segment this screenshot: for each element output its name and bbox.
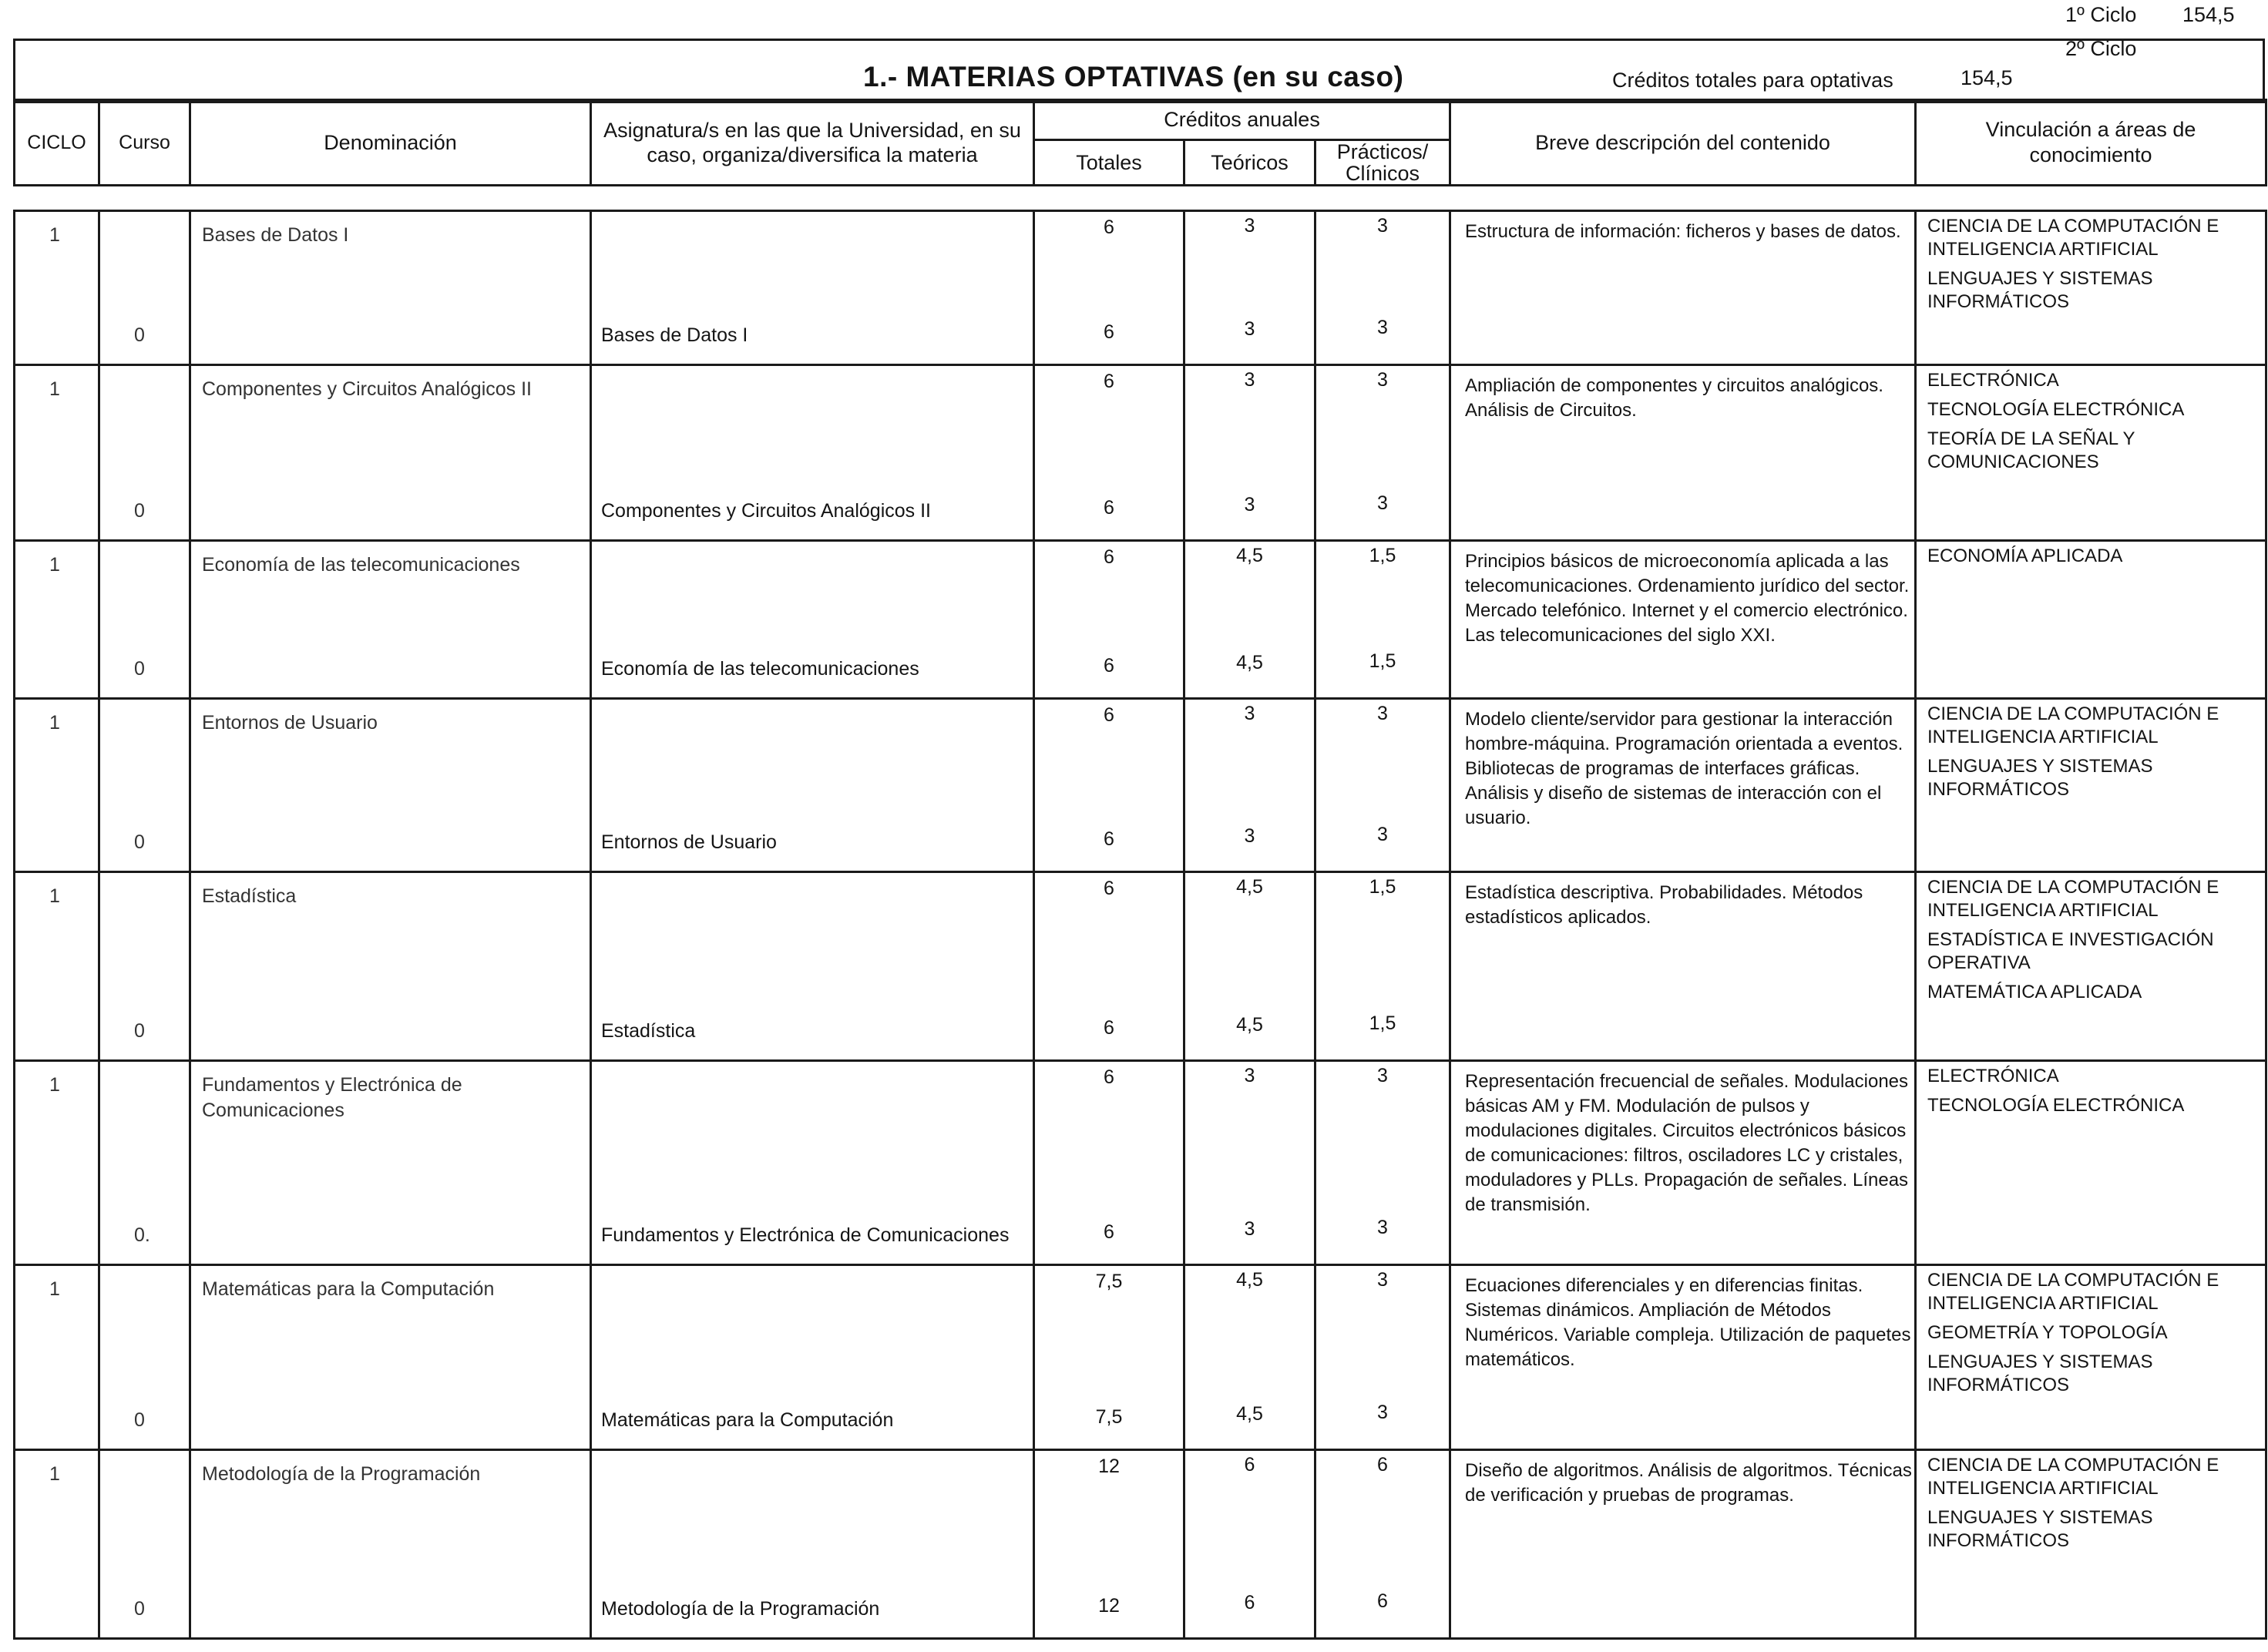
asignatura-cell <box>591 1265 1034 1450</box>
descripcion-value: Representación frecuencial de señales. Modulaciones básicas AM y FM. Modulación de pulsos y modulaciones digitales. Circuitos electrónicos básicos de comunicaciones: filtros, osciladores LC y cristales, moduladores y PLLs. Propagación de señales. Líneas de transmisión. <box>1465 1071 1909 1215</box>
teoricos-value: 3 <box>1244 1065 1255 1086</box>
ciclo-value: 1 <box>49 224 60 246</box>
practicos-cell <box>1315 541 1450 699</box>
denominacion-cell <box>190 1265 591 1450</box>
asig-practicos-value: 3 <box>1377 317 1388 338</box>
area-item: ELECTRÓNICA <box>1927 370 2059 391</box>
table-row <box>15 872 2266 1061</box>
descripcion-value: Ampliación de componentes y circuitos analógicos. Análisis de Circuitos. <box>1465 375 1883 421</box>
practicos-cell <box>1315 211 1450 365</box>
curso-value: 0 <box>134 500 145 522</box>
descripcion-cell <box>1450 699 1916 872</box>
column-header <box>13 99 2267 186</box>
asig-practicos-value: 6 <box>1377 1590 1388 1612</box>
totales-cell <box>1034 1061 1184 1265</box>
asig-practicos-value: 1,5 <box>1369 650 1396 672</box>
asignatura-value: Fundamentos y Electrónica de Comunicaciones <box>601 1224 1010 1246</box>
ciclo2-label: 2º Ciclo <box>2065 37 2137 60</box>
practicos-value: 3 <box>1377 215 1388 237</box>
area-item: MATEMÁTICA APLICADA <box>1927 982 2142 1002</box>
totales-cell <box>1034 699 1184 872</box>
descripcion-value: Estadística descriptiva. Probabilidades. Métodos estadísticos aplicados. <box>1465 882 1863 928</box>
denominacion-cell <box>190 872 591 1061</box>
col-asignaturas: Asignatura/s en las que la Universidad, en su caso, organiza/diversifica la materia <box>591 100 1034 186</box>
area-item: GEOMETRÍA Y TOPOLOGÍA <box>1927 1322 2168 1343</box>
totales-cell <box>1034 211 1184 365</box>
ciclo-cell <box>15 1450 99 1639</box>
asignatura-value: Economía de las telecomunicaciones <box>601 658 919 680</box>
teoricos-value: 4,5 <box>1236 1269 1263 1291</box>
creditos-totales-value: 154,5 <box>1961 66 2013 89</box>
ciclo-value: 1 <box>49 554 60 576</box>
descripcion-cell <box>1450 1450 1916 1639</box>
denominacion-value: Estadística <box>202 885 297 907</box>
asignatura-value: Metodología de la Programación <box>601 1598 880 1620</box>
descripcion-value: Diseño de algoritmos. Análisis de algoritmos. Técnicas de verificación y pruebas de programas. <box>1465 1460 1912 1506</box>
denominacion-value: Entornos de Usuario <box>202 712 378 734</box>
practicos-cell <box>1315 872 1450 1061</box>
asignatura-value: Entornos de Usuario <box>601 831 777 853</box>
title-box <box>13 39 2265 103</box>
asig-teoricos-value: 3 <box>1244 318 1255 340</box>
totales-value: 12 <box>1098 1456 1120 1477</box>
curso-value: 0 <box>134 1020 145 1042</box>
area-item: CIENCIA DE LA COMPUTACIÓN E INTELIGENCIA ARTIFICIAL <box>1927 1455 2219 1499</box>
asignatura-value: Estadística <box>601 1020 696 1042</box>
ciclo-value: 1 <box>49 885 60 907</box>
table-row <box>15 1450 2266 1639</box>
table-row <box>15 699 2266 872</box>
practicos-value: 1,5 <box>1369 876 1396 898</box>
descripcion-cell <box>1450 365 1916 541</box>
teoricos-cell <box>1184 699 1315 872</box>
area-item: CIENCIA DE LA COMPUTACIÓN E INTELIGENCIA ARTIFICIAL <box>1927 216 2219 260</box>
asig-teoricos-value: 4,5 <box>1236 1014 1263 1036</box>
area-item: CIENCIA DE LA COMPUTACIÓN E INTELIGENCIA ARTIFICIAL <box>1927 1270 2219 1314</box>
totales-cell <box>1034 872 1184 1061</box>
table-row <box>15 365 2266 541</box>
col-denominacion: Denominación <box>190 100 591 186</box>
asignatura-cell <box>591 365 1034 541</box>
asignatura-value: Bases de Datos I <box>601 324 748 346</box>
areas-cell <box>1916 211 2266 365</box>
area-item: LENGUAJES Y SISTEMAS INFORMÁTICOS <box>1927 268 2153 312</box>
asig-totales-value: 6 <box>1104 1017 1114 1039</box>
asig-teoricos-value: 3 <box>1244 494 1255 515</box>
teoricos-value: 6 <box>1244 1454 1255 1476</box>
areas-list <box>1927 215 2259 320</box>
asig-totales-value: 6 <box>1104 321 1114 343</box>
asig-teoricos-value: 4,5 <box>1236 1403 1263 1425</box>
denominacion-value: Componentes y Circuitos Analógicos II <box>202 378 532 400</box>
teoricos-value: 3 <box>1244 215 1255 237</box>
descripcion-value: Ecuaciones diferenciales y en diferencias finitas. Sistemas dinámicos. Ampliación de Métodos Numéricos. Variable compleja. Utilización de paquetes matemáticos. <box>1465 1275 1911 1370</box>
teoricos-cell <box>1184 1265 1315 1450</box>
curso-value: 0 <box>134 831 145 853</box>
ciclo-cell <box>15 211 99 365</box>
denominacion-cell <box>190 541 591 699</box>
ciclo-value: 1 <box>49 1463 60 1485</box>
practicos-value: 6 <box>1377 1454 1388 1476</box>
ciclo1-value: 154,5 <box>2182 3 2235 26</box>
areas-list <box>1927 1269 2259 1403</box>
areas-list <box>1927 369 2259 480</box>
totales-value: 6 <box>1104 546 1114 568</box>
teoricos-cell <box>1184 1450 1315 1639</box>
areas-cell <box>1916 365 2266 541</box>
totales-value: 6 <box>1104 217 1114 238</box>
denominacion-value: Bases de Datos I <box>202 224 349 246</box>
areas-list <box>1927 703 2259 808</box>
practicos-value: 3 <box>1377 1269 1388 1291</box>
asig-totales-value: 7,5 <box>1095 1406 1123 1428</box>
col-teoricos: Teóricos <box>1184 140 1315 186</box>
totales-cell <box>1034 365 1184 541</box>
descripcion-cell <box>1450 872 1916 1061</box>
asig-practicos-value: 3 <box>1377 492 1388 514</box>
asignatura-cell <box>591 541 1034 699</box>
ciclo-cell <box>15 1061 99 1265</box>
descripcion-cell <box>1450 1061 1916 1265</box>
asig-totales-value: 6 <box>1104 828 1114 850</box>
asignatura-cell <box>591 872 1034 1061</box>
curso-value: 0 <box>134 1598 145 1620</box>
teoricos-value: 3 <box>1244 703 1255 724</box>
practicos-cell <box>1315 699 1450 872</box>
totales-value: 6 <box>1104 1066 1114 1088</box>
areas-list <box>1927 545 2259 574</box>
col-ciclo: CICLO <box>15 100 99 186</box>
asig-teoricos-value: 6 <box>1244 1592 1255 1613</box>
areas-list <box>1927 1065 2259 1123</box>
descripcion-cell <box>1450 1265 1916 1450</box>
denominacion-value: Fundamentos y Electrónica de Comunicaciones <box>202 1074 462 1121</box>
curso-cell <box>99 211 190 365</box>
curso-cell <box>99 1265 190 1450</box>
denominacion-cell <box>190 211 591 365</box>
area-item: ECONOMÍA APLICADA <box>1927 546 2123 566</box>
table-row <box>15 211 2266 365</box>
descripcion-cell <box>1450 541 1916 699</box>
asignatura-cell <box>591 1061 1034 1265</box>
practicos-cell <box>1315 365 1450 541</box>
asig-totales-value: 6 <box>1104 655 1114 677</box>
area-item: LENGUAJES Y SISTEMAS INFORMÁTICOS <box>1927 1351 2153 1395</box>
descripcion-value: Principios básicos de microeconomía aplicada a las telecomunicaciones. Ordenamiento jurídico del sector. Mercado telefónico. Internet y el comercio electrónico. Las telecomunicaciones del siglo XXI. <box>1465 551 1910 646</box>
table-row <box>15 1265 2266 1450</box>
denominacion-cell <box>190 1061 591 1265</box>
ciclo-value: 1 <box>49 1074 60 1096</box>
areas-list <box>1927 876 2259 1010</box>
descripcion-value: Modelo cliente/servidor para gestionar la interacción hombre-máquina. Programación orientada a eventos. Bibliotecas de programas de interfaces gráficas. Análisis y diseño de sistemas de interacción con el usuario. <box>1465 709 1903 828</box>
teoricos-cell <box>1184 365 1315 541</box>
practicos-value: 3 <box>1377 1065 1388 1086</box>
creditos-totales-label: Créditos totales para optativas <box>1612 69 1893 92</box>
denominacion-value: Metodología de la Programación <box>202 1463 481 1485</box>
curso-cell <box>99 699 190 872</box>
col-totales: Totales <box>1034 140 1184 186</box>
teoricos-value: 4,5 <box>1236 876 1263 898</box>
area-item: CIENCIA DE LA COMPUTACIÓN E INTELIGENCIA ARTIFICIAL <box>1927 877 2219 921</box>
asignatura-cell <box>591 211 1034 365</box>
area-item: CIENCIA DE LA COMPUTACIÓN E INTELIGENCIA ARTIFICIAL <box>1927 703 2219 747</box>
asig-totales-value: 6 <box>1104 497 1114 519</box>
page-title: 1.- MATERIAS OPTATIVAS (en su caso) <box>863 61 1404 92</box>
asig-practicos-value: 1,5 <box>1369 1012 1396 1034</box>
asig-practicos-value: 3 <box>1377 824 1388 845</box>
ciclo1-label: 1º Ciclo <box>2065 3 2137 26</box>
col-practicos: Prácticos/ Clínicos <box>1315 140 1450 186</box>
area-item: LENGUAJES Y SISTEMAS INFORMÁTICOS <box>1927 1507 2153 1551</box>
ciclo-value: 1 <box>49 1278 60 1300</box>
asig-teoricos-value: 3 <box>1244 825 1255 847</box>
areas-cell <box>1916 541 2266 699</box>
totales-value: 6 <box>1104 878 1114 899</box>
descripcion-value: Estructura de información: ficheros y bases de datos. <box>1465 221 1901 242</box>
ciclo-cell <box>15 365 99 541</box>
area-item: ELECTRÓNICA <box>1927 1066 2059 1086</box>
ciclo-cell <box>15 1265 99 1450</box>
totales-value: 6 <box>1104 704 1114 726</box>
denominacion-cell <box>190 365 591 541</box>
ciclo-value: 1 <box>49 378 60 400</box>
practicos-cell <box>1315 1265 1450 1450</box>
practicos-value: 3 <box>1377 369 1388 391</box>
area-item: LENGUAJES Y SISTEMAS INFORMÁTICOS <box>1927 756 2153 800</box>
col-creditos-anuales: Créditos anuales <box>1034 100 1450 140</box>
asig-practicos-value: 3 <box>1377 1402 1388 1423</box>
areas-cell <box>1916 699 2266 872</box>
ciclo-cell <box>15 872 99 1061</box>
asignatura-cell <box>591 1450 1034 1639</box>
area-item: TECNOLOGÍA ELECTRÓNICA <box>1927 399 2185 420</box>
col-vinculacion: Vinculación a áreas de conocimiento <box>1916 100 2266 186</box>
totales-cell <box>1034 541 1184 699</box>
areas-cell <box>1916 1265 2266 1450</box>
totales-cell <box>1034 1265 1184 1450</box>
curso-cell <box>99 365 190 541</box>
asig-teoricos-value: 3 <box>1244 1218 1255 1240</box>
materias-table <box>13 210 2267 1640</box>
areas-cell <box>1916 1061 2266 1265</box>
areas-cell <box>1916 872 2266 1061</box>
practicos-value: 1,5 <box>1369 545 1396 566</box>
curso-value: 0 <box>134 324 145 346</box>
asig-totales-value: 6 <box>1104 1221 1114 1243</box>
totales-value: 6 <box>1104 371 1114 392</box>
area-item: TEORÍA DE LA SEÑAL Y COMUNICACIONES <box>1927 428 2135 472</box>
teoricos-value: 3 <box>1244 369 1255 391</box>
asig-practicos-value: 3 <box>1377 1217 1388 1238</box>
col-descripcion: Breve descripción del contenido <box>1450 100 1916 186</box>
table-row <box>15 1061 2266 1265</box>
denominacion-cell <box>190 699 591 872</box>
curso-value: 0 <box>134 1409 145 1431</box>
ciclo-value: 1 <box>49 712 60 734</box>
teoricos-cell <box>1184 872 1315 1061</box>
table-row <box>15 541 2266 699</box>
areas-cell <box>1916 1450 2266 1639</box>
col-curso: Curso <box>99 100 190 186</box>
curso-cell <box>99 872 190 1061</box>
asignatura-value: Componentes y Circuitos Analógicos II <box>601 500 931 522</box>
curso-value: 0. <box>134 1224 150 1246</box>
practicos-cell <box>1315 1061 1450 1265</box>
ciclo-cell <box>15 541 99 699</box>
denominacion-cell <box>190 1450 591 1639</box>
area-item: ESTADÍSTICA E INVESTIGACIÓN OPERATIVA <box>1927 929 2214 973</box>
teoricos-cell <box>1184 211 1315 365</box>
practicos-cell <box>1315 1450 1450 1639</box>
practicos-value: 3 <box>1377 703 1388 724</box>
descripcion-cell <box>1450 211 1916 365</box>
asignatura-cell <box>591 699 1034 872</box>
totales-cell <box>1034 1450 1184 1639</box>
denominacion-value: Matemáticas para la Computación <box>202 1278 495 1300</box>
teoricos-value: 4,5 <box>1236 545 1263 566</box>
teoricos-cell <box>1184 1061 1315 1265</box>
ciclo-cell <box>15 699 99 872</box>
curso-value: 0 <box>134 658 145 680</box>
areas-list <box>1927 1454 2259 1559</box>
asig-teoricos-value: 4,5 <box>1236 652 1263 673</box>
asignatura-value: Matemáticas para la Computación <box>601 1409 894 1431</box>
totales-value: 7,5 <box>1095 1271 1123 1292</box>
asig-totales-value: 12 <box>1098 1595 1120 1617</box>
denominacion-value: Economía de las telecomunicaciones <box>202 554 520 576</box>
area-item: TECNOLOGÍA ELECTRÓNICA <box>1927 1095 2185 1116</box>
curso-cell <box>99 1450 190 1639</box>
curso-cell <box>99 1061 190 1265</box>
teoricos-cell <box>1184 541 1315 699</box>
curso-cell <box>99 541 190 699</box>
